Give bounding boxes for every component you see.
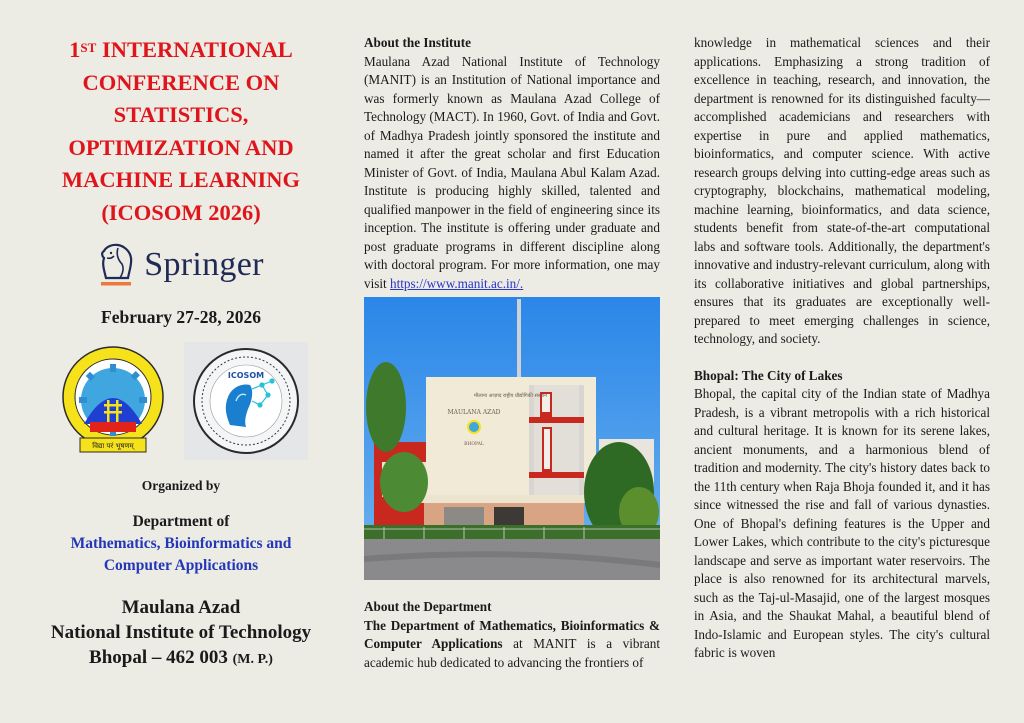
photo-sign-city: BHOPAL: [464, 442, 484, 447]
about-department-heading: About the Department: [364, 599, 492, 614]
institute-name-line-2: National Institute of Technology: [50, 622, 312, 643]
department-prefix: Department of: [132, 513, 230, 530]
about-department-body: at MANIT is a vibrant academic hub dedicated to advancing the frontiers of: [364, 636, 660, 670]
cover-panel: [40, 34, 322, 672]
title-line-3: STATISTICS,: [113, 102, 249, 127]
publisher-name: Springer: [144, 246, 264, 283]
manit-website-link[interactable]: https://www.manit.ac.in/.: [390, 275, 524, 291]
icosom-seal-label: ICOSOM: [227, 371, 265, 380]
department-name-line-2: Computer Applications: [103, 557, 259, 574]
title-line-5: MACHINE LEARNING: [61, 167, 301, 192]
title-line-2: CONFERENCE ON: [82, 69, 280, 95]
department-full-name: The Department of Mathematics, Bioinformatics & Computer Applications: [364, 617, 660, 651]
department-name-line-1: Mathematics, Bioinformatics and: [70, 535, 292, 552]
title-ordinal: 1: [69, 37, 81, 62]
title-line-6: (ICOSOM 2026): [101, 199, 261, 225]
organizing-department: [40, 511, 322, 577]
springer-horse-icon: [98, 242, 136, 288]
title-line-4: OPTIMIZATION AND: [68, 134, 294, 160]
institute-building-photo: [364, 297, 660, 580]
photo-sign-text: MAULANA AZAD: [447, 409, 501, 416]
about-institute-text: [364, 53, 660, 294]
manit-logo: [54, 342, 172, 460]
organized-by-label: Organized by: [141, 478, 221, 493]
institute-address: [40, 595, 322, 672]
institute-name-line-1: Maulana Azad: [121, 597, 241, 618]
conference-title: [40, 34, 322, 229]
svg-text:मौलाना आज़ाद राष्ट्रीय प्रौद्य: मौलाना आज़ाद राष्ट्रीय प्रौद्योगिकी संस्थान: [474, 393, 547, 399]
department-and-city-panel: [694, 34, 990, 663]
about-institute-heading: About the Institute: [364, 35, 471, 50]
springer-logo: [40, 240, 322, 290]
logo-row: [40, 342, 322, 460]
title-ordinal-suffix: ST: [80, 40, 97, 55]
bhopal-description: Bhopal, the capital city of the Indian state of Madhya Pradesh, is a vibrant metropolis with a rich historical and cultural heritage. It is known for its serene lakes, ancient monuments, and a harmonious blend of tradition and modernity. The city's history dates back to the 11th century when Raja Bhoja founded it, and it has since witnessed the rise and fall of various dynasties. One of Bhopal's defining features is the Upper and Lower Lakes, which contribute to the city's picturesque landscape and serve as important water reservoirs. The place is also renowned for its architectural marvels, such as the Taj-ul-Masajid, one of the largest mosques in Asia, and the Shaukat Mahal, a beautiful blend of Indo-Islamic and European styles. The city's cultural fabric is woven: [694, 386, 990, 660]
title-line-1: INTERNATIONAL: [96, 37, 293, 62]
manit-motto: विद्या परं भूषणम्: [92, 442, 134, 450]
icosom-seal-icon: [190, 345, 302, 457]
manit-emblem-icon: [54, 342, 172, 460]
institute-state: (M. P.): [232, 652, 273, 667]
icosom-logo: [184, 342, 308, 460]
institute-city: Bhopal – 462 003: [89, 647, 228, 668]
about-department-text: [364, 617, 660, 673]
institute-panel: [364, 34, 660, 672]
about-institute-body: Maulana Azad National Institute of Technology (MANIT) is an Institution of National importance and was formerly known as Maulana Azad College of Technology (MACT). In 1960, Govt. of India and Govt. of Madhya Pradesh jointly sponsored the institute and named it after the great scholar and first Education Minister of Govt. of India, Maulana Abul Kalam Azad. Institute is producing highly skilled, talented and qualified manpower in the field of engineering since its inception. The institute is offering under graduate and post graduate programs in different discipline along with doctoral program. For more information, one may visit: [364, 53, 660, 291]
bhopal-heading: Bhopal: The City of Lakes: [694, 367, 843, 383]
conference-date: February 27-28, 2026: [101, 307, 261, 327]
department-description: knowledge in mathematical sciences and their applications. Emphasizing a strong tradition of excellence in teaching, research, and innovation, the department is renowned for its distinguished faculty—accomplished academicians and researchers with expertise in pure and applied mathematics, bioinformatics, and computer science. With active research groups delving into cutting-edge areas such as cryptography, blockchains, mathematical modeling, machine learning, bioinformatics, and data science, students benefit from state-of-the-art computational labs and software tools. Additionally, the department's innovative and industry-relevant curriculum, along with its collaborative initiatives and global partnerships, ensures that its graduates are exceptionally well-prepared to meet emerging challenges in science, technology, and society.: [694, 35, 990, 346]
